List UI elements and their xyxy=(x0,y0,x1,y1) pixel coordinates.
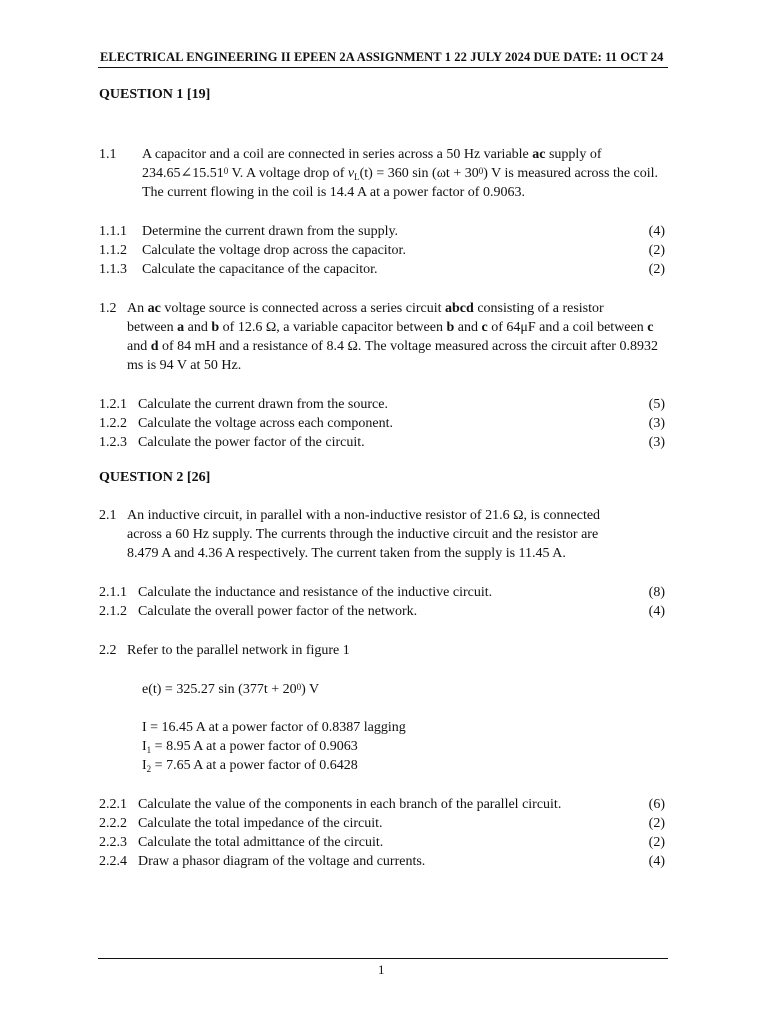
question-item: 2.1.1 Calculate the inductance and resistance of the inductive circuit. (8) xyxy=(99,585,665,600)
q1-1-line-3: The current flowing in the coil is 14.4 A at a power factor of 0.9063. xyxy=(142,185,525,200)
question-item: 1.1.1 Determine the current drawn from the supply. (4) xyxy=(99,224,665,239)
page-number: 1 xyxy=(378,962,385,977)
q1-2-line-4: ms is 94 V at 50 Hz. xyxy=(127,358,242,373)
branch-2-current-line: $I_2 = 7.65$ A at a power factor of 0.6428 xyxy=(142,758,358,774)
branch-1-current-line: $I_1 = 8.95$ A at a power factor of 0.9063 xyxy=(142,739,358,755)
q1-2-number: 1.2 xyxy=(99,301,117,316)
q2-2-number: 2.2 xyxy=(99,643,117,658)
header-divider xyxy=(98,67,668,68)
voltage-equation: e(t) = 325.27 $\sin (377t + 20^0)$ V xyxy=(142,682,320,697)
question-item: 2.2.1 Calculate the value of the components in each branch of the parallel circuit. (6) xyxy=(99,797,665,812)
question-2-title: QUESTION 2 [26] xyxy=(99,470,211,485)
q1-2-line-1: An ac voltage source is connected across a series circuit abcd consisting of a resistor xyxy=(127,301,604,316)
question-item: 2.2.2 Calculate the total impedance of the circuit. (2) xyxy=(99,816,665,831)
question-item: 1.2.3 Calculate the power factor of the circuit. (3) xyxy=(99,435,665,450)
q2-1-number: 2.1 xyxy=(99,508,117,523)
footer-divider xyxy=(98,958,668,959)
question-item: 2.2.3 Calculate the total admittance of the circuit. (2) xyxy=(99,835,665,850)
page-header: ELECTRICAL ENGINEERING II EPEEN 2A ASSIGNMENT 1 22 JULY 2024 DUE DATE: 11 OCT 24 xyxy=(100,50,664,64)
total-current-line: I = 16.45 A at a power factor of 0.8387 lagging xyxy=(142,720,406,735)
q2-1-line-2: across a 60 Hz supply. The currents through the inductive circuit and the resistor are xyxy=(127,527,599,542)
q1-1-line-1: A capacitor and a coil are connected in series across a 50 Hz variable ac supply of xyxy=(142,147,602,162)
q2-2-line-1: Refer to the parallel network in figure 1 xyxy=(127,643,350,658)
question-item: 1.2.1 Calculate the current drawn from the source. (5) xyxy=(99,397,665,412)
question-item: 1.2.2 Calculate the voltage across each component. (3) xyxy=(99,416,665,431)
q2-1-line-3: 8.479 A and 4.36 A respectively. The current taken from the supply is 11.45 A. xyxy=(127,546,566,561)
question-1-title: QUESTION 1 [19] xyxy=(99,87,211,102)
question-item: 1.1.2 Calculate the voltage drop across the capacitor. (2) xyxy=(99,243,665,258)
q1-2-line-3: and d of 84 mH and a resistance of 8.4 Ω. The voltage measured across the circuit after 0.8932 xyxy=(127,339,658,354)
question-item: 2.2.4 Draw a phasor diagram of the voltage and currents. (4) xyxy=(99,854,665,869)
question-item: 1.1.3 Calculate the capacitance of the capacitor. (2) xyxy=(99,262,665,277)
q1-2-line-2: between a and b of 12.6 Ω, a variable capacitor between b and c of 64μF and a coil between c xyxy=(127,320,654,335)
q2-1-line-1: An inductive circuit, in parallel with a non-inductive resistor of 21.6 Ω, is connected xyxy=(127,508,601,523)
question-item: 2.1.2 Calculate the overall power factor of the network. (4) xyxy=(99,604,665,619)
q1-1-number: 1.1 xyxy=(99,147,117,162)
q1-1-line-2: 234.65∠15.51$^0$ V. A voltage drop of $v_L(t) = 360$ $\sin (\omega t + 30^0)$ V is measured across the coil. xyxy=(142,166,659,182)
